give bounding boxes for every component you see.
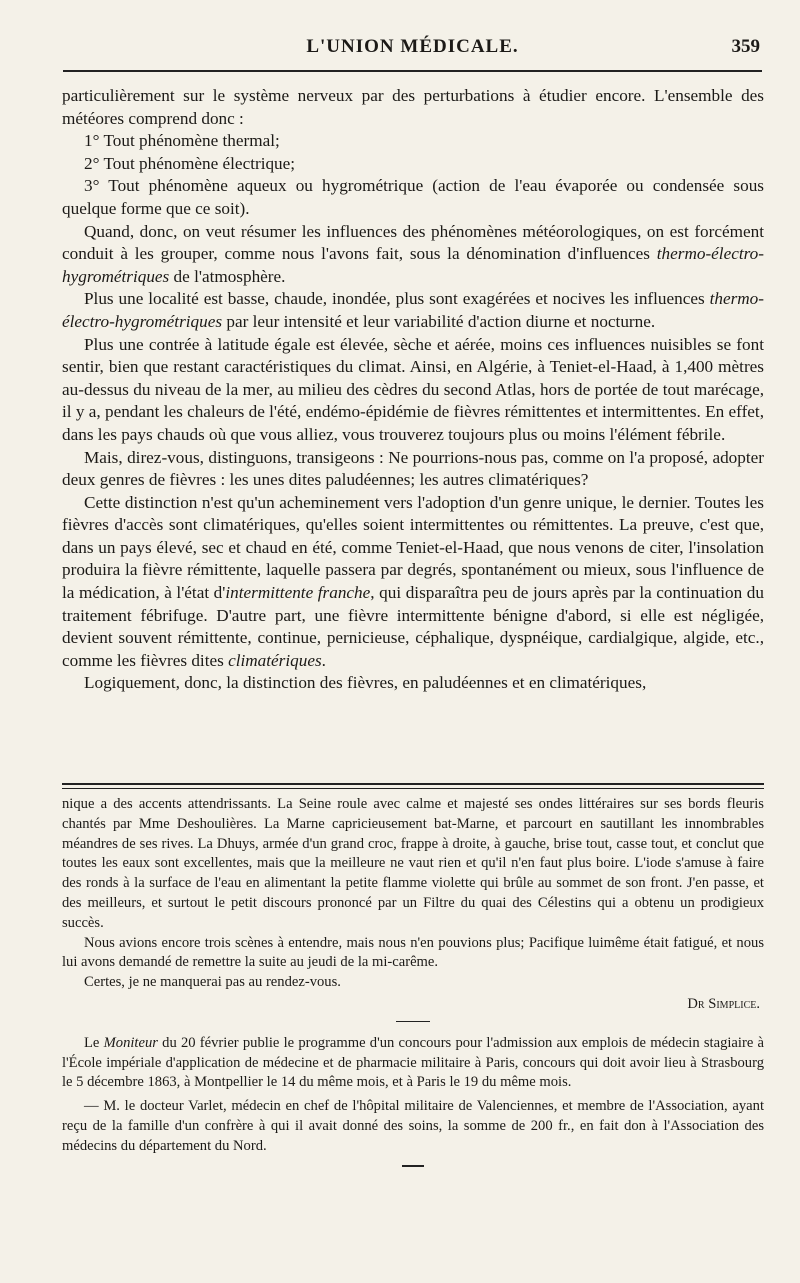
- section-divider: [396, 1021, 430, 1022]
- list-item-thermal: 1° Tout phénomène thermal;: [84, 131, 280, 151]
- paragraph-3-emphasis: thermo-électro-hygrométriques: [62, 289, 764, 331]
- paragraph-2: [62, 221, 764, 289]
- paragraph-6-text-a: Cette distinction n'est qu'un acheminement vers l'adoption d'un genre unique, le dernier. Toutes les fièvres d'accès sont climatériques, qu'elles soient intermittentes ou rémittentes. La preuve, c'est que, dans un pays élevé, sec et chaud en été, comme Teniet-el-Haad, que nous venons de citer, l'insolation produira la fièvre rémittente, laquelle passera par degrés, spontanément ou mieux, sous l'influence de la médication, à l'état d': [62, 492, 764, 603]
- paragraph-4: Plus une contrée à latitude égale est élevée, sèche et aérée, moins ces influences nuisibles se font sentir, bien que restant caractéristiques du climat. Ainsi, en Algérie, à Teniet-el-Haad, à 1,400 mètres au-dessus du niveau de la mer, au milieu des cèdres du second Atlas, hors de portée de tout marécage, il y a, pendant les chaleurs de l'été, endémo-épidémie de fièvres rémittentes et intermittentes. En effet, dans les pays chauds où que vous alliez, vous trouverez toujours plus ou moins l'élément fébrile.: [62, 334, 764, 444]
- news-item-varlet: — M. le docteur Varlet, médecin en chef de l'hôpital militaire de Valenciennes, et membre de l'Association, ayant reçu de la famille d'un confrère à qui il avait donné des soins, la somme de 200 fr., en fait don à l'Association des médecins du département du Nord.: [62, 1098, 764, 1154]
- paragraph-3: [62, 288, 764, 333]
- paragraph-7: Logiquement, donc, la distinction des fièvres, en paludéennes et en climatériques,: [84, 673, 647, 693]
- paragraph-6: [62, 492, 764, 673]
- page-header: [63, 30, 762, 70]
- paragraph-2-text-b: de l'atmosphère.: [169, 266, 286, 286]
- feuilleton-paragraph-3: Certes, je ne manquerai pas au rendez-vous.: [84, 974, 341, 991]
- feuilleton-paragraph-2: Nous avions encore trois scènes à entendre, mais nous n'en pouvions plus; Pacifique luimême était fatigué, et nous lui avons demandé de remettre la suite au jeudi de la mi-carême.: [62, 934, 764, 971]
- news-item-1-text-b: du 20 février publie le programme d'un concours pour l'admission aux emplois de médecin stagiaire à l'École impériale d'application de médecine et de pharmacie militaire à Paris, concours qui doit avoir lieu à Strasbourg le 5 décembre 1863, à Montpellier le 14 du même mois, et à Paris le 19 du même mois.: [62, 1034, 764, 1091]
- paragraph-2-text-a: Quand, donc, on veut résumer les influences des phénomènes météorologiques, on est forcément conduit à les grouper, comme nous l'avons fait, sous la dénomination d'influences: [62, 221, 764, 264]
- article-body: [62, 85, 764, 695]
- paragraph-3-text-a: Plus une localité est basse, chaude, inondée, plus sont exagérées et nocives les influences: [84, 289, 710, 309]
- paragraph-3-text-b: par leur intensité et leur variabilité d'action diurne et nocturne.: [222, 311, 656, 331]
- signature: Dr Simplice.: [687, 995, 760, 1012]
- page-number: 359: [731, 36, 760, 57]
- list-item-aqueous: 3° Tout phénomène aqueux ou hygrométrique (action de l'eau évaporée ou condensée sous quelque forme que ce soit).: [62, 176, 764, 218]
- paragraph-6-emphasis-2: climatériques: [228, 650, 322, 670]
- news-item-concours: [62, 1034, 764, 1093]
- end-mark: [402, 1165, 424, 1167]
- list-item-electric: 2° Tout phénomène électrique;: [84, 153, 296, 173]
- paragraph-6-text-b: , qui disparaîtra peu de jours après par la continuation du traitement fébrifuge. D'autre part, une fièvre intermittente bénigne d'abord, si elle est négligée, devient souvent rémittente, continue, pernicieuse, céphalique, dyspnéique, cardialgique, algide, etc., comme les fièvres dites: [62, 583, 764, 670]
- news-item-1-text-a: Le: [84, 1034, 104, 1051]
- feuilleton-separator: [62, 783, 764, 789]
- news-section: [62, 1034, 764, 1157]
- paragraph-1: particulièrement sur le système nerveux par des perturbations à étudier encore. L'ensemble des météores comprend donc :: [62, 86, 764, 128]
- news-item-1-emphasis: Moniteur: [103, 1034, 158, 1051]
- paragraph-2-emphasis: thermo-électro-hygrométriques: [62, 244, 764, 286]
- running-title: L'UNION MÉDICALE.: [306, 36, 519, 57]
- paragraph-5: Mais, direz-vous, distinguons, transigeons : Ne pourrions-nous pas, comme on l'a proposé, adopter deux genres de fièvres : les unes dites paludéennes; les autres climatériques?: [62, 447, 764, 490]
- feuilleton-paragraph-1: nique a des accents attendrissants. La Seine roule avec calme et majesté ses ondes littéraires sur ses bords fleuris chantés par Mme Deshoulières. La Marne capricieusement bat-Marne, et parcourt en sautillant les innombrables méandres de ses rives. La Dhuys, armée d'un grand croc, frappe à droite, à gauche, brise tout, casse tout, et conclut que toutes les eaux sont excellentes, mais que la meilleure ne vaut rien et qu'il n'en faut plus boire. L'iode s'amuse à faire des ronds à la surface de l'eau en alimentant la petite flamme violette qui brûle au sommet de son front. J'en passe, et des meilleurs, et surtout le petit discours prononcé par un Filtre du quai des Célestins qui a obtenu un prodigieux succès.: [62, 796, 764, 931]
- paragraph-6-text-c: .: [321, 650, 326, 670]
- header-rule: [63, 70, 762, 72]
- feuilleton-section: [62, 795, 764, 1167]
- paragraph-6-emphasis-1: intermittente franche: [225, 583, 371, 603]
